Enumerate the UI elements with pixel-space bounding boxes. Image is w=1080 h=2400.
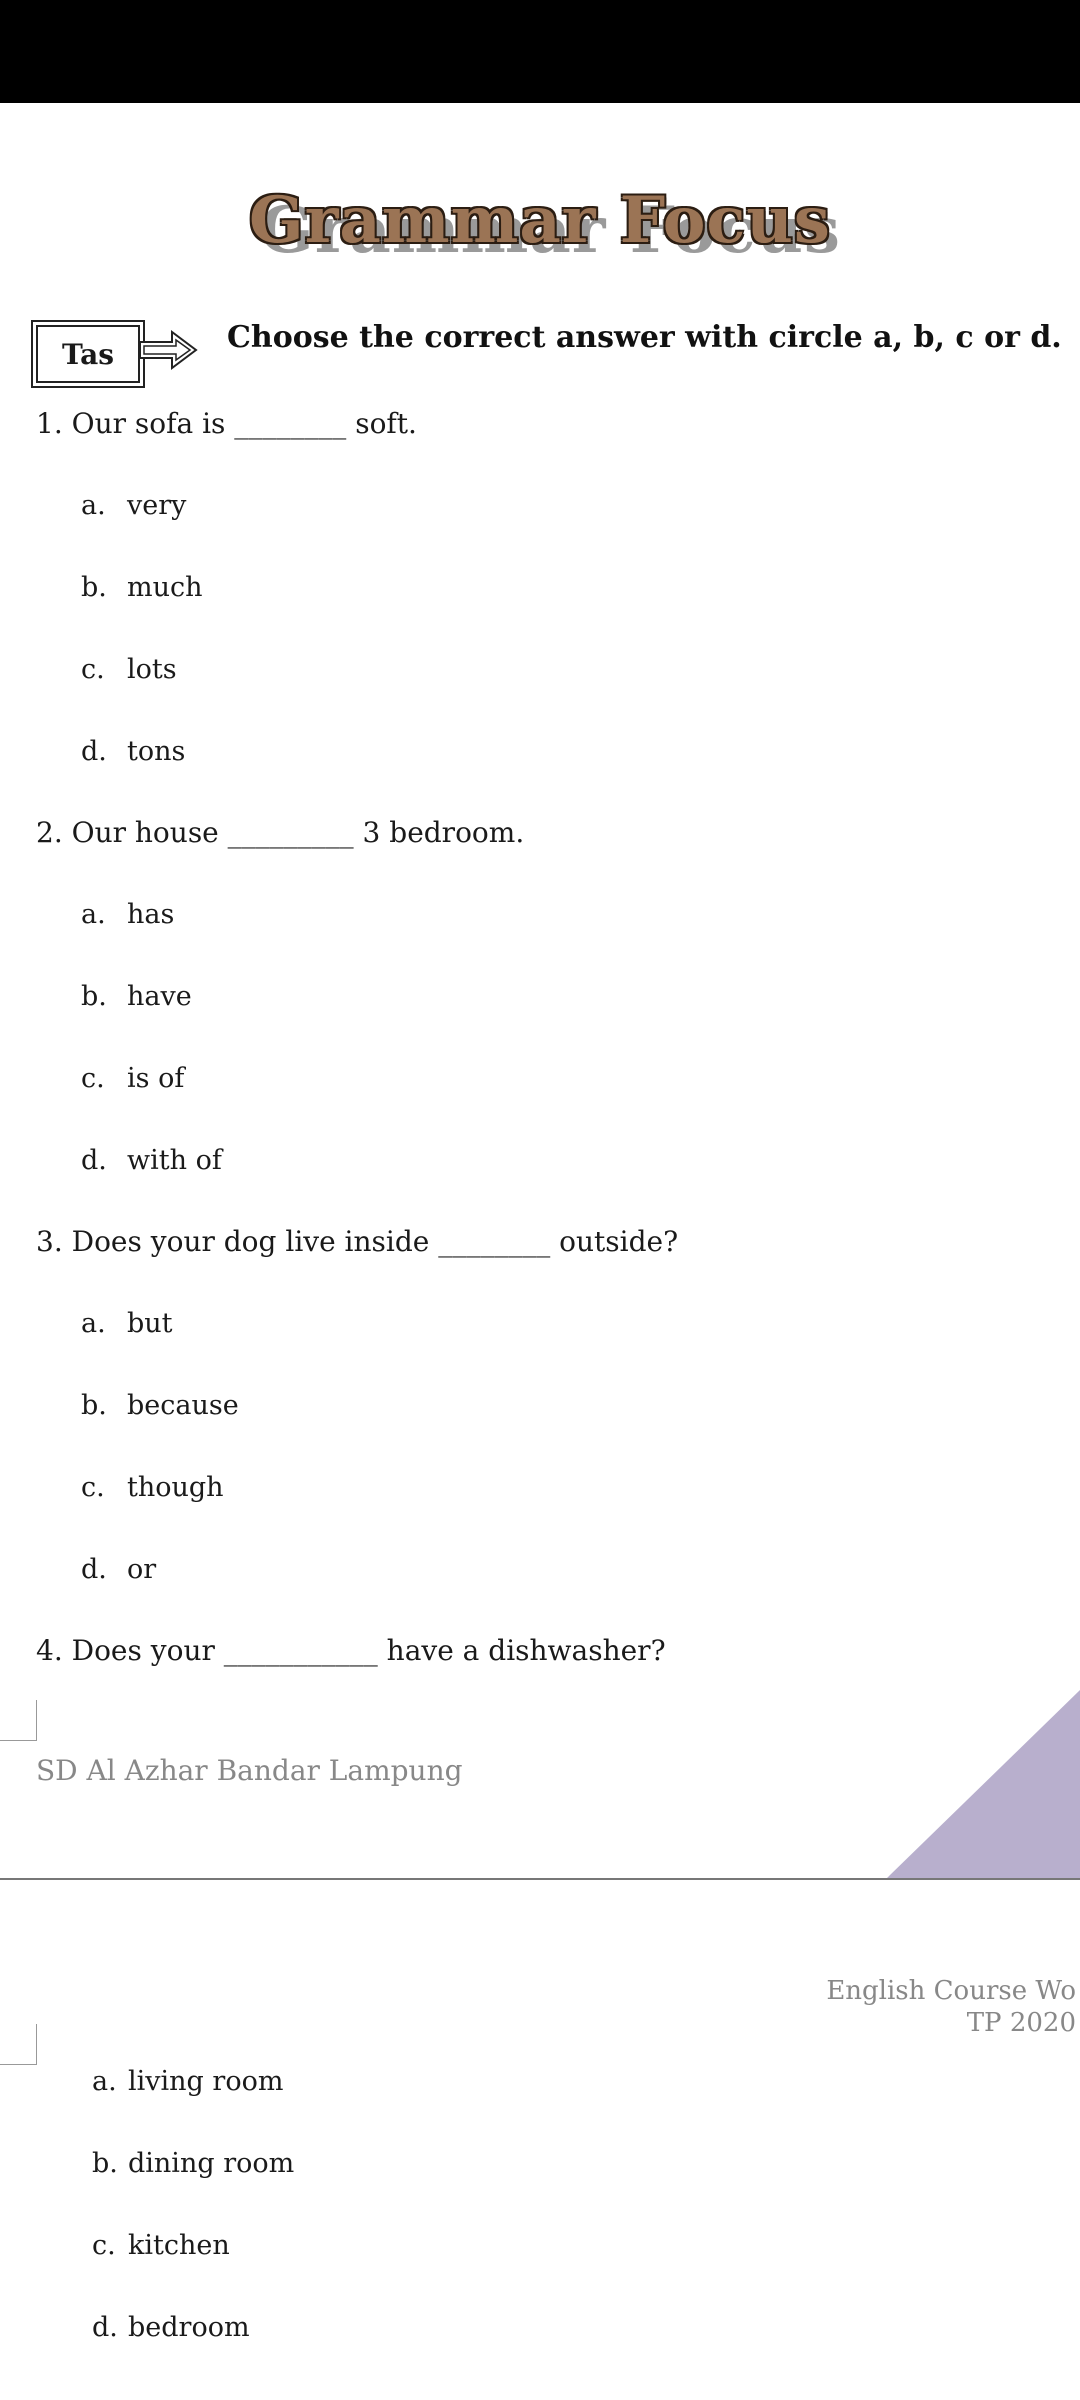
option-1c[interactable] — [81, 654, 177, 685]
option-3b[interactable] — [81, 1390, 239, 1421]
option-text: because — [127, 1390, 239, 1421]
margin-mark — [0, 1700, 37, 1741]
option-4c[interactable] — [92, 2230, 230, 2261]
option-text: lots — [127, 654, 177, 685]
option-text: tons — [127, 736, 186, 767]
top-black-bar — [0, 0, 1080, 103]
option-letter: d. — [92, 2312, 118, 2343]
option-1d[interactable] — [81, 736, 185, 767]
option-letter: d. — [81, 1145, 107, 1176]
option-text: kitchen — [128, 2230, 230, 2261]
option-3d[interactable] — [81, 1554, 156, 1585]
decorative-triangle — [887, 1690, 1080, 1878]
option-2c[interactable] — [81, 1063, 184, 1094]
option-letter: d. — [81, 1554, 107, 1585]
option-letter: a. — [81, 899, 106, 930]
task-label-box — [31, 320, 145, 388]
option-text: or — [127, 1554, 157, 1585]
question-2: 2. Our house _________ 3 bedroom. — [36, 816, 525, 849]
option-letter: a. — [81, 1308, 106, 1339]
option-letter: b. — [92, 2148, 118, 2179]
option-4a[interactable] — [92, 2066, 283, 2097]
option-1b[interactable] — [81, 572, 203, 603]
page-title: Grammar Focus — [249, 183, 831, 258]
option-text: bedroom — [128, 2312, 250, 2343]
option-text: very — [127, 490, 187, 521]
question-4: 4. Does your ___________ have a dishwasher? — [36, 1634, 666, 1667]
option-letter: c. — [81, 1063, 105, 1094]
option-text: is of — [127, 1063, 185, 1094]
page-break-line — [0, 1878, 1080, 1880]
page-header — [826, 1975, 1076, 2039]
instruction-text: Choose the correct answer with circle a, b, c or d. — [227, 320, 1062, 355]
header-course: English Course Wo — [826, 1976, 1076, 2006]
option-text: living room — [128, 2066, 284, 2097]
option-letter: b. — [81, 1390, 107, 1421]
header-year: TP 2020 — [966, 2008, 1076, 2038]
option-text: much — [127, 572, 203, 603]
option-text: though — [127, 1472, 224, 1503]
option-4d[interactable] — [92, 2312, 250, 2343]
option-letter: c. — [81, 654, 105, 685]
option-3c[interactable] — [81, 1472, 224, 1503]
task-label: Tas — [61, 337, 115, 371]
footer-school: SD Al Azhar Bandar Lampung — [36, 1754, 463, 1787]
option-text: but — [127, 1308, 173, 1339]
option-text: with of — [127, 1145, 222, 1176]
option-3a[interactable] — [81, 1308, 173, 1339]
option-letter: b. — [81, 572, 107, 603]
option-letter: a. — [92, 2066, 117, 2097]
option-2d[interactable] — [81, 1145, 222, 1176]
option-letter: c. — [81, 1472, 105, 1503]
arrow-icon — [138, 328, 198, 372]
question-3: 3. Does your dog live inside ________ outside? — [36, 1225, 679, 1258]
option-2b[interactable] — [81, 981, 192, 1012]
option-letter: a. — [81, 490, 106, 521]
option-2a[interactable] — [81, 899, 174, 930]
question-1: 1. Our sofa is ________ soft. — [36, 407, 417, 440]
option-text: has — [127, 899, 175, 930]
option-text: have — [127, 981, 192, 1012]
option-1a[interactable] — [81, 490, 186, 521]
option-letter: b. — [81, 981, 107, 1012]
margin-mark — [0, 2024, 37, 2065]
option-text: dining room — [128, 2148, 295, 2179]
option-letter: c. — [92, 2230, 116, 2261]
option-4b[interactable] — [92, 2148, 294, 2179]
option-letter: d. — [81, 736, 107, 767]
